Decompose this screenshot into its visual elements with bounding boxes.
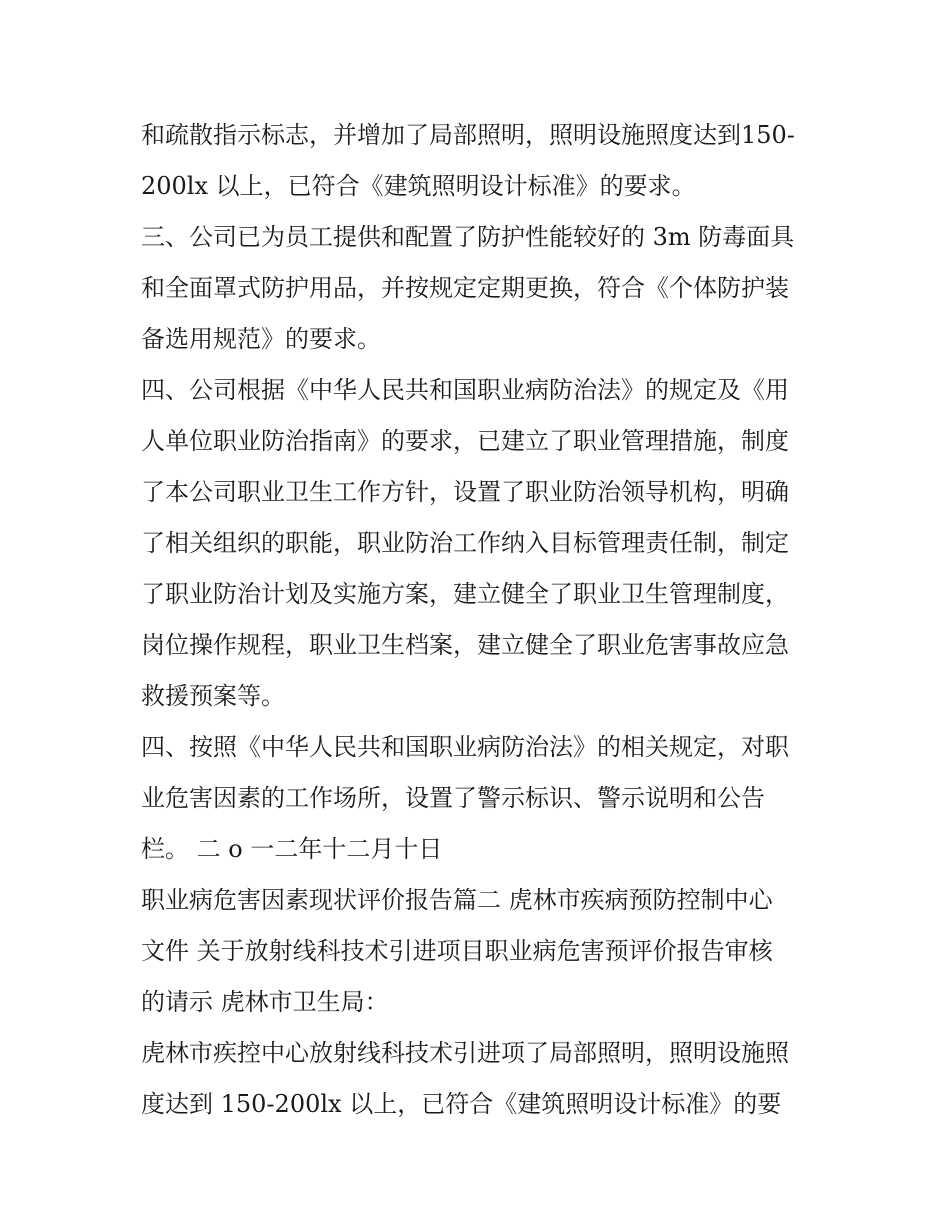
- text-line: 200lx 以上，已符合《建筑照明设计标准》的要求。: [141, 172, 696, 200]
- text-line: 度达到 150-200lx 以上，已符合《建筑照明设计标准》的要: [141, 1090, 782, 1118]
- text-line: 和疏散指示标志，并增加了局部照明，照明设施照度达到150-: [141, 121, 795, 149]
- text-line: 的请示 虎林市卫生局：: [141, 988, 389, 1016]
- text-line: 备选用规范》的要求。: [141, 325, 381, 353]
- text-line: 和全面罩式防护用品，并按规定定期更换，符合《个体防护装: [141, 274, 789, 302]
- text-line: 虎林市疾控中心放射线科技术引进项了局部照明，照明设施照: [141, 1039, 789, 1067]
- text-line: 职业病危害因素现状评价报告篇二 虎林市疾病预防控制中心: [141, 886, 773, 914]
- text-line: 了相关组织的职能，职业防治工作纳入目标管理责任制，制定: [141, 529, 789, 557]
- text-line: 救援预案等。: [141, 682, 285, 710]
- text-line: 三、公司已为员工提供和配置了防护性能较好的 3m 防毒面具: [141, 223, 795, 251]
- text-line: 栏。 二 o 一二年十二月十日: [141, 835, 443, 863]
- text-line: 四、公司根据《中华人民共和国职业病防治法》的规定及《用: [141, 376, 789, 404]
- text-line: 了本公司职业卫生工作方针，设置了职业防治领导机构，明确: [141, 478, 789, 506]
- text-line: 业危害因素的工作场所，设置了警示标识、警示说明和公告: [141, 784, 765, 812]
- text-line: 文件 关于放射线科技术引进项目职业病危害预评价报告审核: [141, 937, 773, 965]
- text-line: 岗位操作规程，职业卫生档案，建立健全了职业危害事故应急: [141, 631, 789, 659]
- document-body: [141, 110, 821, 1130]
- text-line: 人单位职业防治指南》的要求，已建立了职业管理措施，制度: [141, 427, 789, 455]
- text-line: 四、按照《中华人民共和国职业病防治法》的相关规定，对职: [141, 733, 789, 761]
- text-line: 了职业防治计划及实施方案，建立健全了职业卫生管理制度，: [141, 580, 789, 608]
